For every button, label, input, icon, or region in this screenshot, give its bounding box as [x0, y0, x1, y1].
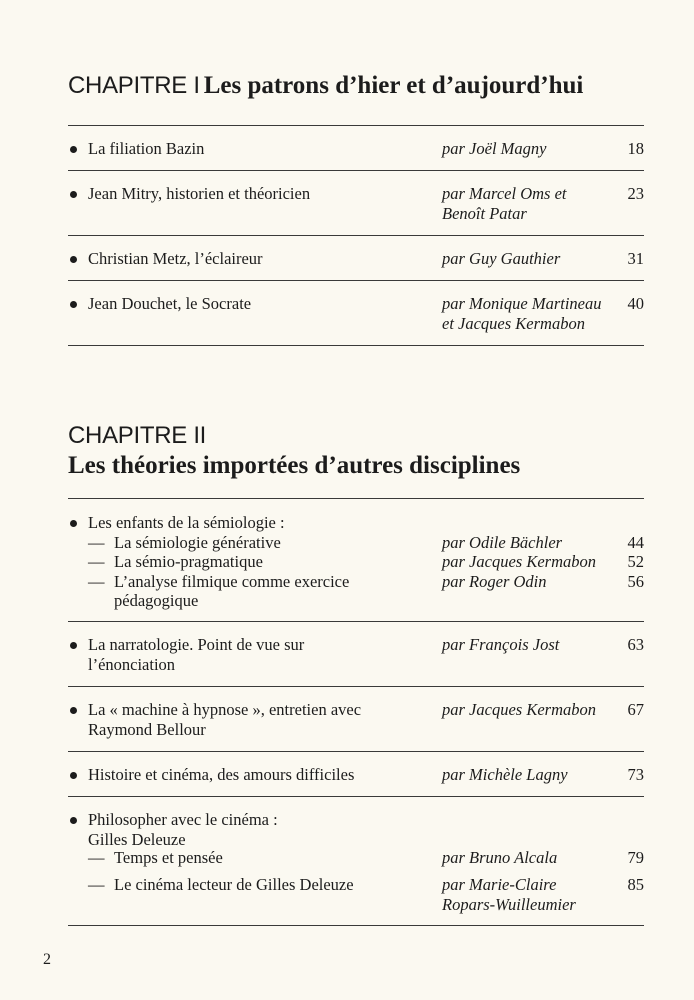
- divider: [68, 686, 644, 687]
- title-line: La « machine à hypnose », entretien avec: [88, 700, 362, 719]
- title-line: pédagogique: [114, 591, 199, 610]
- entry-page: 79: [627, 848, 644, 867]
- chapter-2-heading: [68, 422, 644, 480]
- entry-title: Jean Douchet, le Socrate: [88, 294, 252, 313]
- dash: —: [88, 552, 105, 571]
- divider: [68, 280, 644, 281]
- toc-subentry[interactable]: [88, 552, 644, 572]
- entry-title: Les enfants de la sémiologie :: [88, 513, 285, 532]
- entry-author: par Jacques Kermabon: [442, 552, 596, 571]
- dash: —: [88, 848, 105, 867]
- chapter-label: CHAPITRE II: [68, 422, 207, 449]
- title-line: Philosopher avec le cinéma :: [88, 810, 278, 829]
- dash: —: [88, 875, 105, 894]
- title-line: Gilles Deleuze: [88, 829, 186, 849]
- divider: [68, 345, 644, 346]
- divider: [68, 170, 644, 171]
- author-line: par Marie-Claire: [442, 875, 557, 894]
- entry-page: 73: [627, 765, 644, 784]
- divider: [68, 925, 644, 926]
- toc-subentry[interactable]: [88, 875, 644, 915]
- author-line: Benoît Patar: [442, 203, 527, 223]
- toc-entry[interactable]: [68, 810, 644, 920]
- dash: —: [88, 571, 105, 591]
- entry-author: [442, 875, 632, 914]
- entry-page: 23: [627, 184, 644, 203]
- subentry-title: Le cinéma lecteur de Gilles Deleuze: [114, 875, 354, 894]
- entry-title: [88, 700, 428, 739]
- entry-title: [88, 635, 428, 674]
- entry-page: 44: [627, 532, 644, 552]
- entry-title: La filiation Bazin: [88, 139, 205, 158]
- entry-author: par Bruno Alcala: [442, 848, 558, 867]
- divider: [68, 498, 644, 499]
- chapter-1-heading: [68, 72, 644, 100]
- title-line: Raymond Bellour: [88, 719, 206, 739]
- entry-page: 52: [627, 552, 644, 571]
- divider: [68, 751, 644, 752]
- author-line: Ropars-Wuilleumier: [442, 894, 576, 914]
- toc-subentry[interactable]: [88, 533, 644, 553]
- entry-page: 85: [627, 875, 644, 894]
- entry-page: 18: [627, 139, 644, 158]
- entry-author: par François Jost: [442, 635, 560, 654]
- chapter-label: CHAPITRE I: [68, 72, 200, 99]
- subentry-title: La sémiologie générative: [114, 532, 281, 552]
- entry-author: par Joël Magny: [442, 139, 547, 158]
- divider: [68, 796, 644, 797]
- entry-title: [88, 810, 428, 849]
- entry-page: 56: [627, 571, 644, 591]
- subentry-title: [114, 572, 434, 611]
- page-number: 2: [43, 951, 51, 968]
- dash: —: [88, 532, 105, 552]
- entry-author: [442, 294, 632, 333]
- author-line: par Monique Martineau: [442, 294, 602, 313]
- entry-author: par Jacques Kermabon: [442, 700, 596, 719]
- entry-page: 63: [627, 635, 644, 654]
- entry-page: 40: [627, 294, 644, 313]
- toc-entry[interactable]: [68, 513, 644, 608]
- chapter-title: Les patrons d’hier et d’aujourd’hui: [203, 72, 584, 99]
- divider: [68, 125, 644, 126]
- entry-author: par Roger Odin: [442, 571, 547, 591]
- title-line: l’énonciation: [88, 654, 176, 674]
- entry-author: [442, 184, 622, 223]
- title-line: L’analyse filmique comme exercice: [114, 571, 350, 591]
- entry-page: 67: [627, 700, 644, 719]
- entry-title: Jean Mitry, historien et théoricien: [88, 184, 311, 203]
- divider: [68, 235, 644, 236]
- chapter-title: Les théories importées d’autres disciplines: [68, 452, 521, 479]
- toc-subentry[interactable]: [88, 848, 644, 868]
- author-line: par Marcel Oms et: [442, 184, 567, 203]
- entry-title: Christian Metz, l’éclaireur: [88, 249, 263, 268]
- author-line: et Jacques Kermabon: [442, 313, 585, 333]
- entry-author: par Odile Bächler: [442, 532, 563, 552]
- entry-page: 31: [627, 249, 644, 268]
- entry-author: par Michèle Lagny: [442, 765, 568, 784]
- title-line: La narratologie. Point de vue sur: [88, 635, 305, 654]
- entry-title: Histoire et cinéma, des amours difficiles: [88, 765, 355, 784]
- subentry-title: La sémio-pragmatique: [114, 552, 263, 571]
- entry-author: par Guy Gauthier: [442, 249, 561, 268]
- subentry-title: Temps et pensée: [114, 848, 223, 867]
- toc-subentry[interactable]: [88, 572, 644, 612]
- divider: [68, 621, 644, 622]
